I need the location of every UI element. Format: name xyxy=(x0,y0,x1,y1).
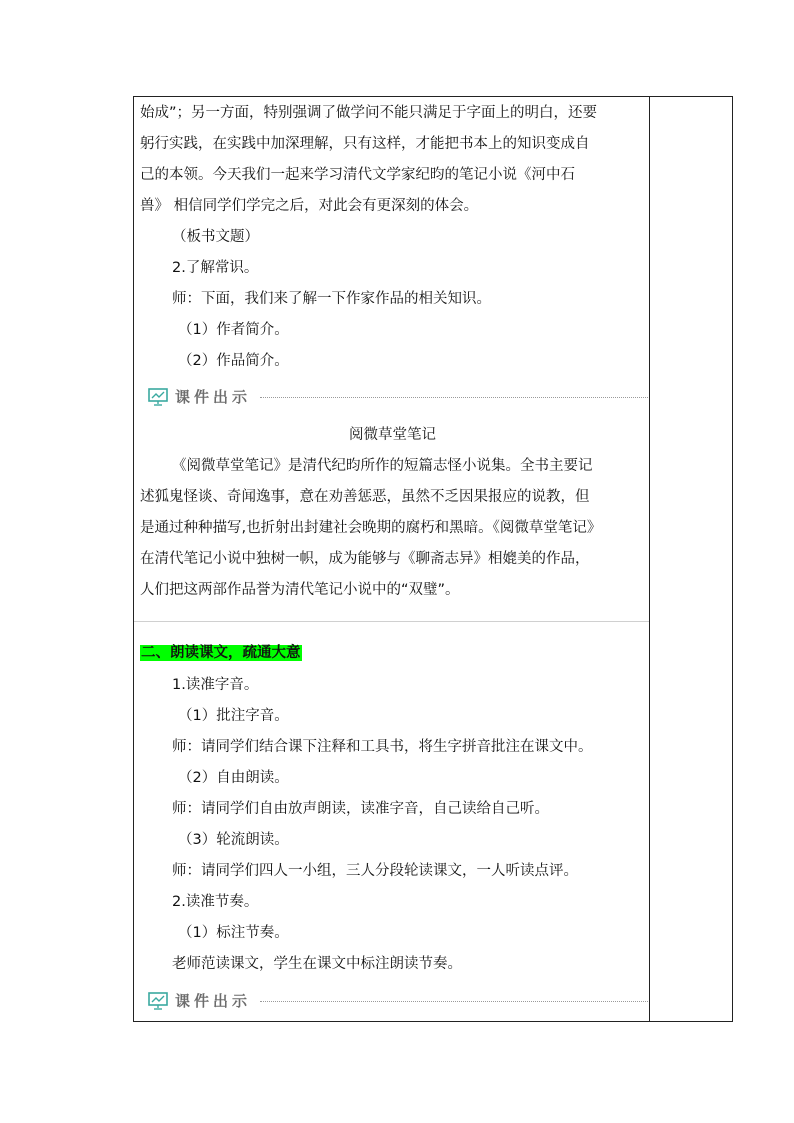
intro-line-2: 躬行实践，在实践中加深理解，只有这样，才能把书本上的知识变成自 xyxy=(140,136,590,152)
s2-item2: （2）自由朗读。 xyxy=(178,770,289,786)
slideshow-icon xyxy=(148,388,168,406)
courseware-banner-1 xyxy=(148,386,648,408)
intro-line-3: 己的本领。今天我们一起来学习清代文学家纪昀的笔记小说《河中石 xyxy=(140,167,575,183)
teacher-line-1: 师：下面，我们来了解一下作家作品的相关知识。 xyxy=(172,291,491,307)
s2-step1: 1.读准字音。 xyxy=(172,677,259,693)
box-line-1: 《阅微草堂笔记》是清代纪昀所作的短篇志怪小说集。全书主要记 xyxy=(172,458,593,474)
box-title: 阅微草堂笔记 xyxy=(349,427,436,443)
lesson-table xyxy=(133,96,733,1022)
intro-line-4: 兽》 相信同学们学完之后，对此会有更深刻的体会。 xyxy=(140,198,479,214)
slideshow-icon xyxy=(148,992,168,1010)
courseware-label: 课件出示 xyxy=(175,992,252,1010)
s2-teacher3: 师：请同学们四人一小组，三人分段轮读课文，一人听读点评。 xyxy=(172,863,578,879)
box-line-2: 述狐鬼怪谈、奇闻逸事，意在劝善惩恶，虽然不乏因果报应的说教，但 xyxy=(140,489,590,505)
section2-heading xyxy=(140,643,302,663)
step2-title: 2.了解常识。 xyxy=(172,260,259,276)
s2-teacher1: 师：请同学们结合课下注释和工具书，将生字拼音批注在课文中。 xyxy=(172,739,593,755)
courseware-banner-2 xyxy=(148,990,648,1012)
s2-item1: （1）批注字音。 xyxy=(178,708,289,724)
dotted-rule xyxy=(260,397,648,398)
box-line-3: 是通过种种描写,也折射出封建社会晚期的腐朽和黑暗。《阅微草堂笔记》 xyxy=(140,520,602,536)
s2-teacher4: 老师范读课文，学生在课文中标注朗读节奏。 xyxy=(172,956,462,972)
board-note: （板书文题） xyxy=(172,229,259,245)
s2-teacher2: 师：请同学们自由放声朗读，读准字音，自己读给自己听。 xyxy=(172,801,549,817)
section-separator xyxy=(134,621,649,622)
s2-item3: （3）轮流朗读。 xyxy=(178,832,289,848)
item-author-intro: （1）作者简介。 xyxy=(178,322,289,338)
item-work-intro: （2）作品简介。 xyxy=(178,353,289,369)
intro-line-1: 始成”；另一方面，特别强调了做学问不能只满足于字面上的明白，还要 xyxy=(140,105,598,121)
column-divider xyxy=(649,97,650,1021)
box-line-4: 在清代笔记小说中独树一帜，成为能够与《聊斋志异》相媲美的作品， xyxy=(140,551,590,567)
dotted-rule xyxy=(260,1001,648,1002)
box-line-5: 人们把这两部作品誉为清代笔记小说中的“双璧”。 xyxy=(140,582,460,598)
section2-heading-text: 二、朗读课文，疏通大意 xyxy=(141,645,301,661)
s2-item4: （1）标注节奏。 xyxy=(178,925,289,941)
courseware-label: 课件出示 xyxy=(175,388,252,406)
s2-step2: 2.读准节奏。 xyxy=(172,894,259,910)
